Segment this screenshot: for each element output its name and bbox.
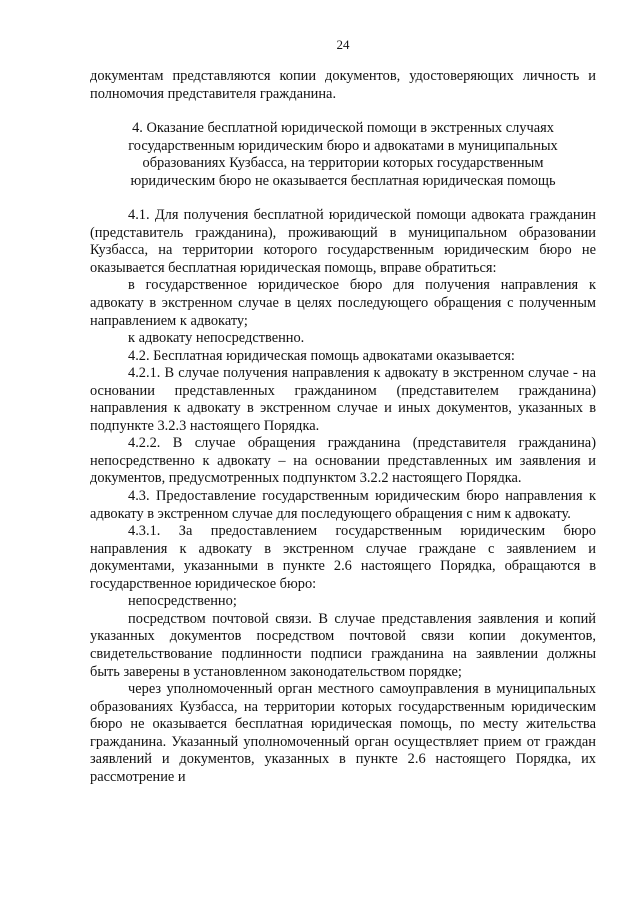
- paragraph-continuation: документам представляются копии документов, удостоверяющих личность и полномочия представителя гражданина.: [90, 68, 596, 102]
- document-body: [90, 68, 596, 786]
- paragraph-4-2: 4.2. Бесплатная юридическая помощь адвокатами оказывается:: [128, 347, 515, 364]
- paragraph-option-bureau: в государственное юридическое бюро для получения направления к адвокату в экстренном случае в целях последующего обращения с полученным направлением к адвокату;: [90, 277, 596, 329]
- section-heading: 4. Оказание бесплатной юридической помощи в экстренных случаях государственным юридическим бюро и адвокатами в муниципальных образованиях Кузбасса, на территории которых государственным юридическим бюро не оказывается бесплатная юридическая помощь: [128, 120, 558, 189]
- paragraph-option-direct: непосредственно;: [128, 593, 237, 610]
- paragraph-option-local-authority: через уполномоченный орган местного самоуправления в муниципальных образованиях Кузбасса, на территории которых государственным юридическим бюро не оказывается бесплатная юридическая помощь, по месту жительства гражданина. Указанный уполномоченный орган осуществляет прием от граждан заявлений и документов, указанных в пункте 2.6 настоящего Порядка, их рассмотрение и: [90, 681, 596, 785]
- paragraph-4-3-1: 4.3.1. За предоставлением государственным юридическим бюро направления к адвокату в экстренном случае граждане с заявлением и документами, указанными в пункте 2.6 настоящего Порядка, обращаются в государственное юридическое бюро:: [90, 523, 596, 592]
- paragraph-4-1: 4.1. Для получения бесплатной юридической помощи адвоката гражданин (представитель гражданина), проживающий в муниципальном образовании Кузбасса, на территории которого государственным юридическим бюро не оказывается бесплатная юридическая помощь, вправе обратиться:: [90, 207, 596, 276]
- paragraph-4-2-1: 4.2.1. В случае получения направления к адвокату в экстренном случае - на основании представленных гражданином (представителем гражданина) направления к адвокату в экстренном случае и иных документов, указанных в подпункте 3.2.3 настоящего Порядка.: [90, 365, 596, 434]
- paragraph-4-2-2: 4.2.2. В случае обращения гражданина (представителя гражданина) непосредственно к адвокату – на основании представленных им заявления и документов, предусмотренных подпунктом 3.2.2 настоящего Порядка.: [90, 435, 596, 487]
- page-number: 24: [336, 37, 350, 52]
- paragraph-option-mail: посредством почтовой связи. В случае представления заявления и копий указанных документов посредством почтовой связи копии документов, свидетельствование подлинности подписи гражданина на заявлении должны быть заверены в установленном законодательством порядке;: [90, 610, 596, 680]
- paragraph-option-advocate: к адвокату непосредственно.: [128, 330, 305, 347]
- paragraph-4-3: 4.3. Предоставление государственным юридическим бюро направления к адвокату в экстренном случае для последующего обращения с ним к адвокату.: [90, 488, 596, 522]
